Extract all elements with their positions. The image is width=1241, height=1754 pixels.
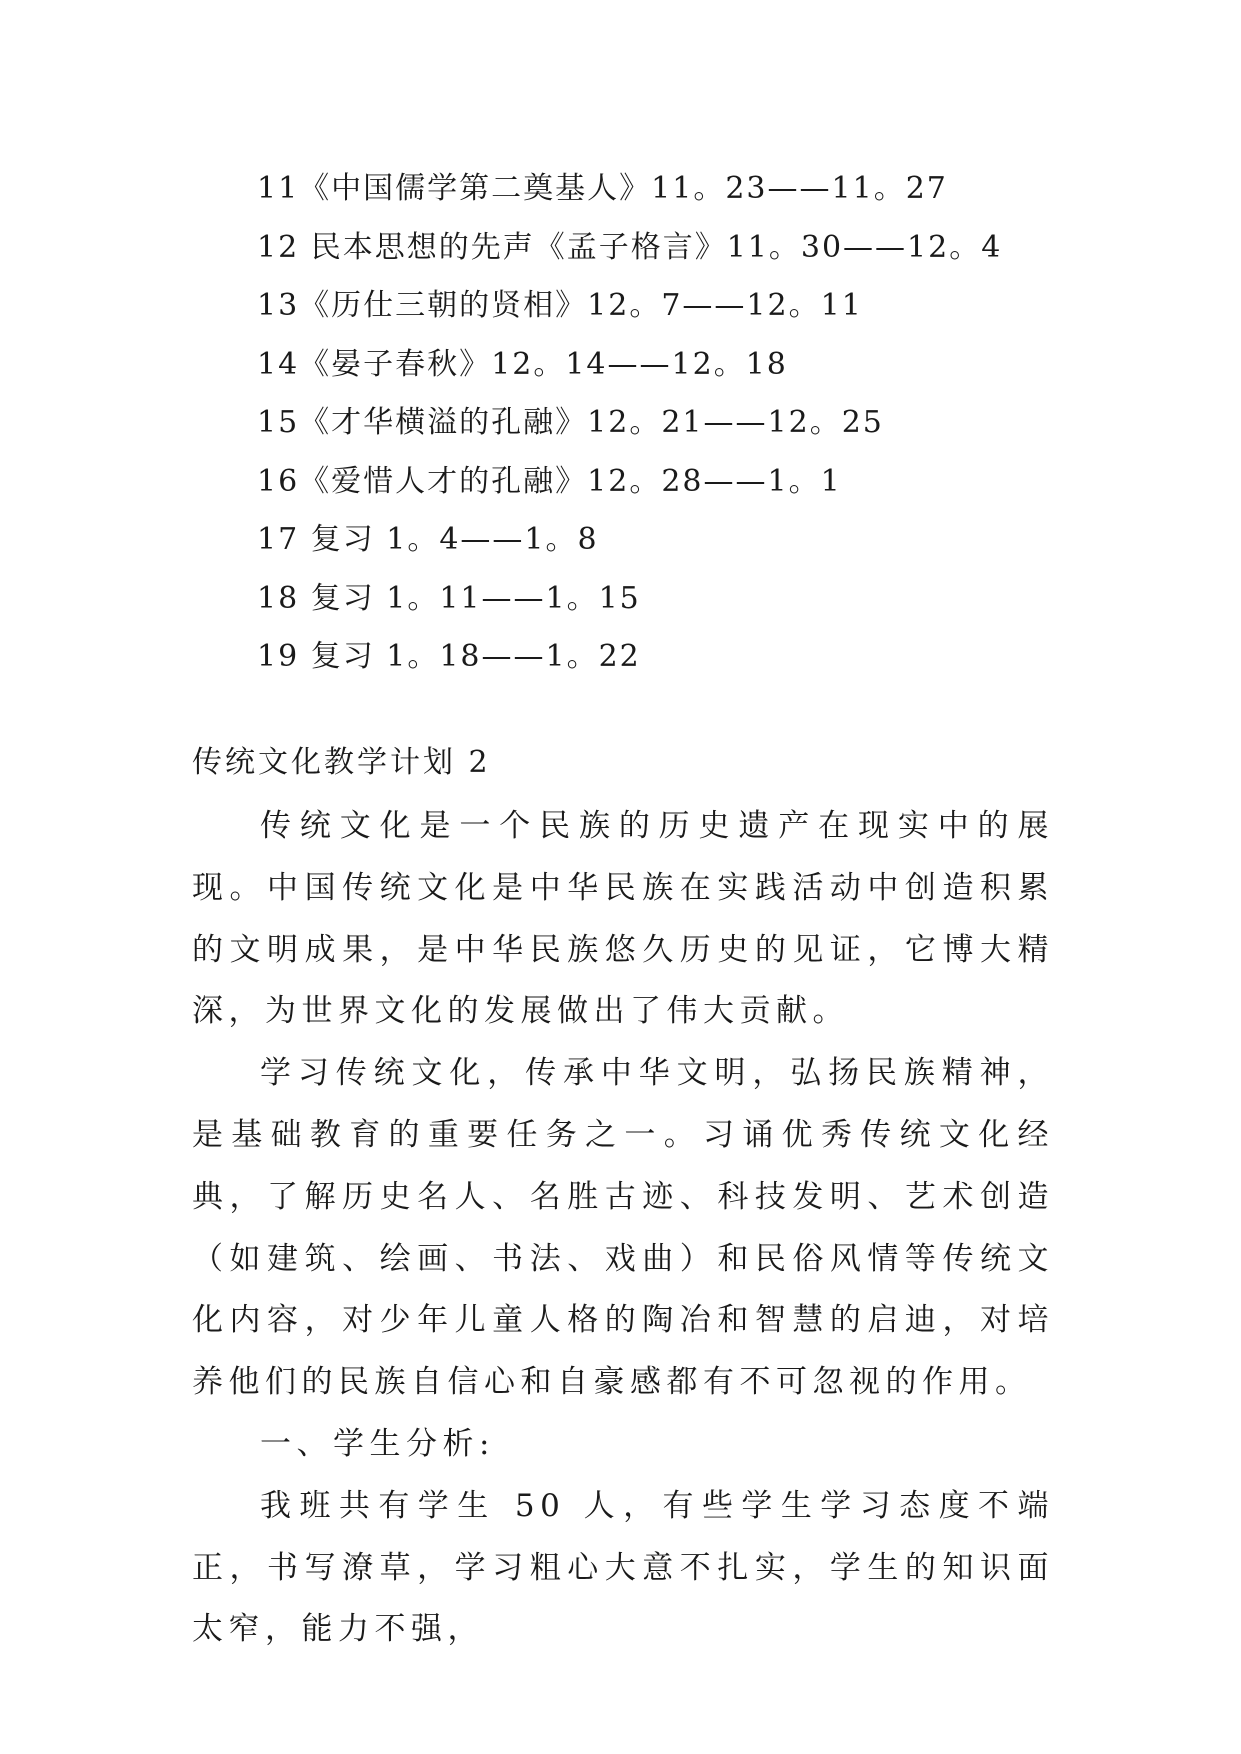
paragraph: 我班共有学生 50 人，有些学生学习态度不端正，书写潦草，学习粗心大意不扎实，学生的知识面太窄，能力不强， bbox=[192, 1487, 1054, 1648]
schedule-item: 12 民本思想的先声《孟子格言》11。30——12。4 bbox=[257, 229, 1003, 265]
subheading: 一、学生分析: bbox=[260, 1425, 495, 1462]
schedule-item: 14《晏子春秋》12。14——12。18 bbox=[257, 346, 788, 382]
schedule-item: 17 复习 1。4——1。8 bbox=[257, 522, 599, 557]
schedule-item: 13《历仕三朝的贤相》12。7——12。11 bbox=[257, 288, 863, 323]
schedule-item: 16《爱惜人才的孔融》12。28——1。1 bbox=[257, 463, 842, 499]
schedule-item: 15《才华横溢的孔融》12。21——12。25 bbox=[257, 405, 884, 440]
section-title: 传统文化教学计划 2 bbox=[192, 745, 491, 780]
schedule-item: 18 复习 1。11——1。15 bbox=[257, 580, 641, 616]
paragraph: 传统文化是一个民族的历史遗产在现实中的展现。中国传统文化是中华民族在实践活动中创造积累的文明成果，是中华民族悠久历史的见证，它博大精深，为世界文化的发展做出了伟大贡献。 bbox=[192, 808, 1054, 1030]
lesson-schedule-list bbox=[257, 160, 1002, 687]
schedule-item: 11《中国儒学第二奠基人》11。23——11。27 bbox=[257, 171, 948, 206]
paragraph: 学习传统文化，传承中华文明，弘扬民族精神，是基础教育的重要任务之一。习诵优秀传统文化经典，了解历史名人、名胜古迹、科技发明、艺术创造（如建筑、绘画、书法、戏曲）和民俗风情等传统文化内容，对少年儿童人格的陶冶和智慧的启迪，对培养他们的民族自信心和自豪感都有不可忽视的作用。 bbox=[192, 1055, 1054, 1401]
body-text bbox=[192, 796, 1054, 1661]
schedule-item: 19 复习 1。18——1。22 bbox=[257, 639, 641, 674]
